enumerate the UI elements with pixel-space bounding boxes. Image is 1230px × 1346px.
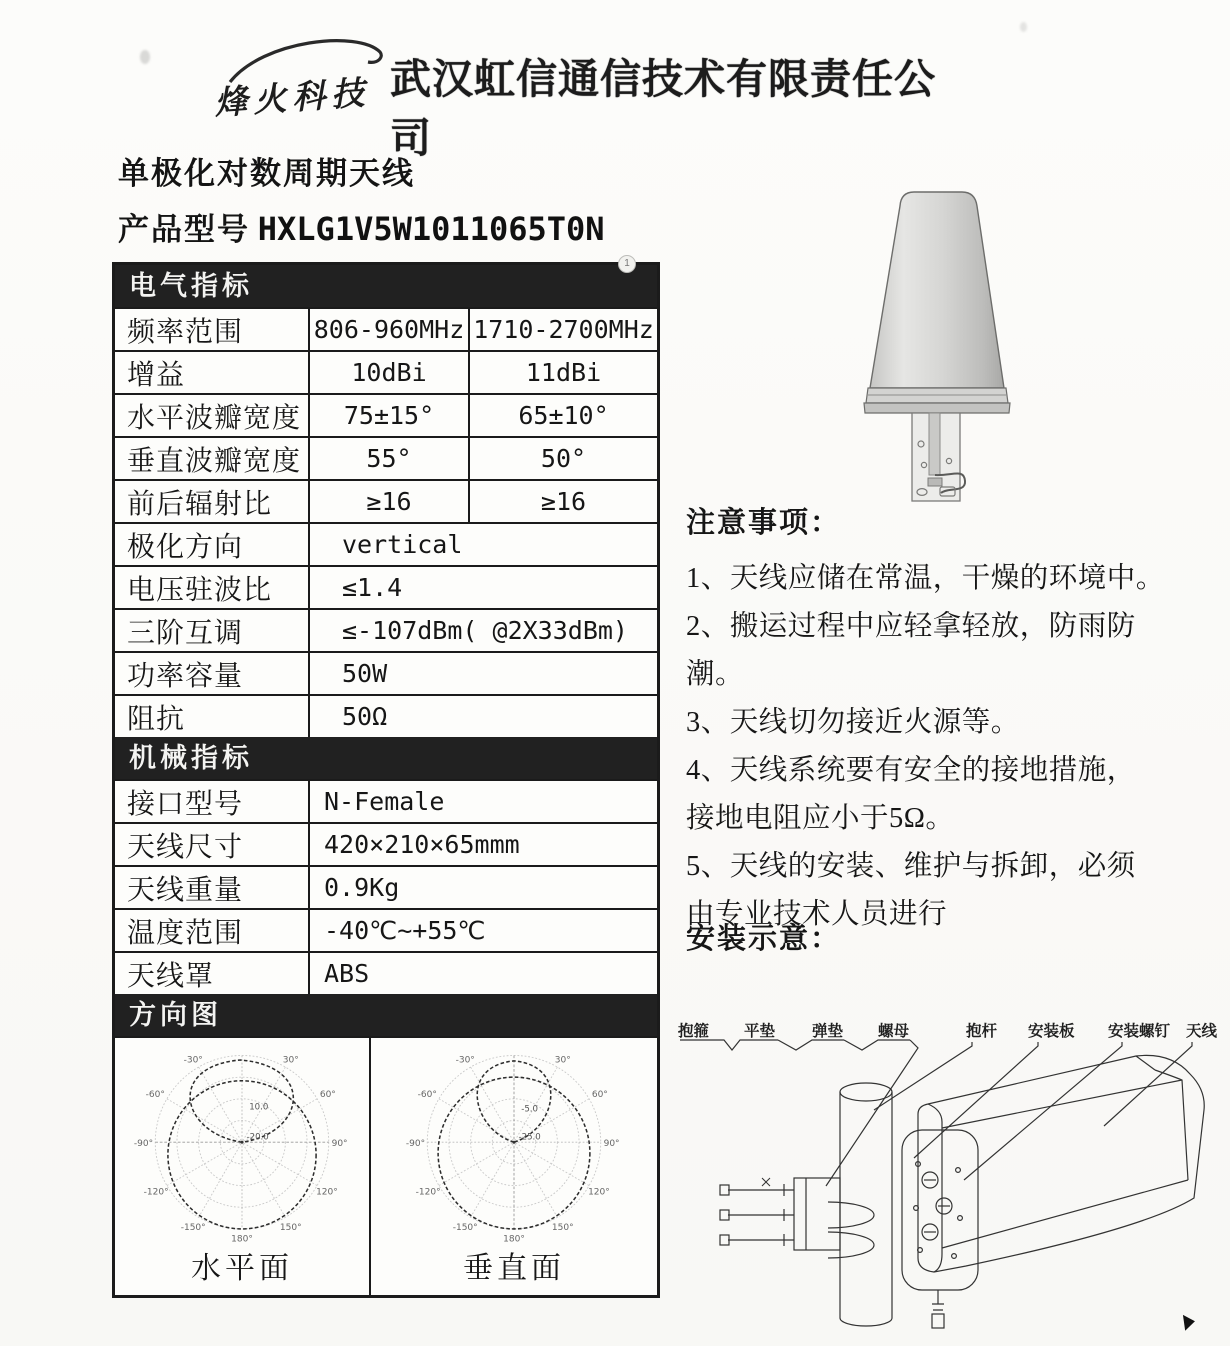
svg-text:60°: 60° xyxy=(591,1090,608,1101)
svg-text:90°: 90° xyxy=(331,1138,348,1149)
svg-text:90°: 90° xyxy=(603,1138,620,1149)
row-value: ≤-107dBm( @2X33dBm) xyxy=(308,610,657,651)
row-label: 功率容量 xyxy=(127,660,244,692)
svg-text:-90°: -90° xyxy=(405,1138,426,1149)
svg-text:-30°: -30° xyxy=(183,1055,203,1066)
svg-text:30°: 30° xyxy=(554,1055,571,1066)
pattern-row xyxy=(115,1036,657,1295)
company-name: 武汉虹信通信技术有限责任公司 xyxy=(390,56,936,161)
table-row xyxy=(115,608,657,651)
row-value: -40℃~+55℃ xyxy=(308,910,657,951)
svg-text:螺母: 螺母 xyxy=(878,1022,910,1040)
svg-text:150°: 150° xyxy=(551,1222,574,1233)
row-label: 三阶互调 xyxy=(127,617,244,649)
row-value-band2: 65±10° xyxy=(468,395,657,436)
note-line: 接地电阻应小于5Ω。 xyxy=(686,803,955,834)
table-row xyxy=(115,822,657,865)
svg-text:抱箍: 抱箍 xyxy=(678,1022,710,1040)
table-row xyxy=(115,307,657,350)
pattern-cell-horizontal xyxy=(115,1038,369,1295)
row-value-band2: 1710-2700MHz xyxy=(468,309,657,350)
row-label: 极化方向 xyxy=(127,531,244,563)
note-line: 2、搬运过程中应轻拿轻放，防雨防 xyxy=(686,611,1136,642)
row-label: 天线罩 xyxy=(127,960,215,992)
polar-plot-horizontal xyxy=(119,1041,365,1247)
trace-main-lobe xyxy=(190,1060,293,1142)
row-label: 垂直波瓣宽度 xyxy=(127,445,302,477)
row-value-band1: 806-960MHz xyxy=(308,309,468,350)
table-row xyxy=(115,908,657,951)
model-label: 产品型号 xyxy=(118,212,250,247)
row-label: 频率范围 xyxy=(127,316,244,348)
svg-text:天线: 天线 xyxy=(1186,1022,1218,1040)
svg-text:安装板: 安装板 xyxy=(1028,1022,1075,1040)
row-label: 天线重量 xyxy=(127,874,244,906)
section-mechanical: 机械指标 xyxy=(115,737,657,779)
note-line: 1、天线应储在常温，干燥的环境中。 xyxy=(686,563,1165,594)
row-label: 温度范围 xyxy=(127,917,244,949)
row-value-band2: 11dBi xyxy=(468,352,657,393)
install-title: 安装示意： xyxy=(686,923,842,955)
svg-text:-120°: -120° xyxy=(143,1187,169,1198)
row-value-band2: 50° xyxy=(468,438,657,479)
svg-text:-25.0: -25.0 xyxy=(518,1132,541,1143)
note-line: 5、天线的安装、维护与拆卸，必须 xyxy=(686,851,1136,882)
svg-text:抱杆: 抱杆 xyxy=(966,1022,998,1040)
row-value: 50W xyxy=(308,653,657,694)
row-label: 电压驻波比 xyxy=(127,574,273,606)
table-row xyxy=(115,694,657,737)
company-logo xyxy=(208,30,398,126)
spec-table xyxy=(112,262,660,1298)
row-value: ≤1.4 xyxy=(308,567,657,608)
table-row xyxy=(115,565,657,608)
row-value-band1: 55° xyxy=(308,438,468,479)
row-label: 前后辐射比 xyxy=(127,488,273,520)
polar-plot-vertical xyxy=(391,1041,637,1247)
row-label: 阻抗 xyxy=(127,703,186,735)
row-value: N-Female xyxy=(308,781,657,822)
svg-text:120°: 120° xyxy=(588,1187,610,1198)
scan-speck xyxy=(140,50,150,64)
row-value-band2: ≥16 xyxy=(468,481,657,522)
notes-title: 注意事项： xyxy=(686,507,842,539)
note-line: 3、天线切勿接近火源等。 xyxy=(686,707,1020,738)
svg-text:10.0: 10.0 xyxy=(249,1102,269,1113)
svg-text:180°: 180° xyxy=(231,1234,253,1245)
table-row xyxy=(115,393,657,436)
plot-label-vertical: 垂直面 xyxy=(463,1252,565,1285)
table-row xyxy=(115,522,657,565)
plot-label-horizontal: 水平面 xyxy=(191,1252,293,1285)
logo-text: 烽火科技 xyxy=(213,75,372,123)
svg-text:安装螺钉: 安装螺钉 xyxy=(1108,1022,1171,1040)
row-value-band1: 75±15° xyxy=(308,395,468,436)
install-diagram xyxy=(666,1018,1222,1345)
svg-text:-5.0: -5.0 xyxy=(521,1104,538,1115)
section-electrical: 电气指标 xyxy=(115,265,657,307)
product-title: 单极化对数周期天线 xyxy=(118,156,415,191)
row-label: 增益 xyxy=(127,359,186,391)
table-row xyxy=(115,865,657,908)
svg-text:30°: 30° xyxy=(282,1055,299,1066)
svg-text:-30°: -30° xyxy=(455,1055,475,1066)
svg-text:60°: 60° xyxy=(319,1090,336,1101)
table-row xyxy=(115,651,657,694)
row-value-band1: 10dBi xyxy=(308,352,468,393)
pattern-cell-vertical xyxy=(369,1038,657,1295)
svg-text:平垫: 平垫 xyxy=(744,1022,776,1040)
row-label: 接口型号 xyxy=(127,788,244,820)
svg-text:-60°: -60° xyxy=(145,1090,165,1101)
svg-text:-90°: -90° xyxy=(133,1138,154,1149)
svg-text:120°: 120° xyxy=(316,1187,338,1198)
antenna-product-image xyxy=(828,182,1043,517)
row-value: ABS xyxy=(308,953,657,994)
row-value: 420×210×65mmm xyxy=(308,824,657,865)
note-line: 由专业技术人员进行 xyxy=(686,899,948,930)
svg-text:-60°: -60° xyxy=(417,1090,437,1101)
table-row xyxy=(115,479,657,522)
radome-shape xyxy=(870,192,1004,388)
scan-speck xyxy=(1020,22,1027,32)
section-pattern: 方向图 xyxy=(115,994,657,1036)
svg-text:-120°: -120° xyxy=(415,1187,441,1198)
row-value: 0.9Kg xyxy=(308,867,657,908)
svg-text:-20.0: -20.0 xyxy=(246,1132,269,1143)
svg-text:150°: 150° xyxy=(279,1222,302,1233)
note-line: 4、天线系统要有安全的接地措施， xyxy=(686,755,1136,786)
svg-text:180°: 180° xyxy=(503,1234,525,1245)
table-row xyxy=(115,350,657,393)
table-row xyxy=(115,951,657,994)
table-row xyxy=(115,779,657,822)
product-model-line xyxy=(118,204,605,249)
model-value: HXLG1V5W1011065T0N xyxy=(257,210,605,248)
row-label: 水平波瓣宽度 xyxy=(127,402,302,434)
notes-section xyxy=(686,500,1220,939)
row-label: 天线尺寸 xyxy=(127,831,244,863)
table-row xyxy=(115,436,657,479)
svg-text:-150°: -150° xyxy=(180,1222,206,1233)
svg-text:弹垫: 弹垫 xyxy=(812,1022,844,1040)
note-line: 潮。 xyxy=(686,659,745,690)
row-value: vertical xyxy=(308,524,657,565)
scan-speck-circled: 1 xyxy=(618,255,636,273)
row-value-band1: ≥16 xyxy=(308,481,468,522)
svg-text:-150°: -150° xyxy=(452,1222,478,1233)
row-value: 50Ω xyxy=(308,696,657,737)
